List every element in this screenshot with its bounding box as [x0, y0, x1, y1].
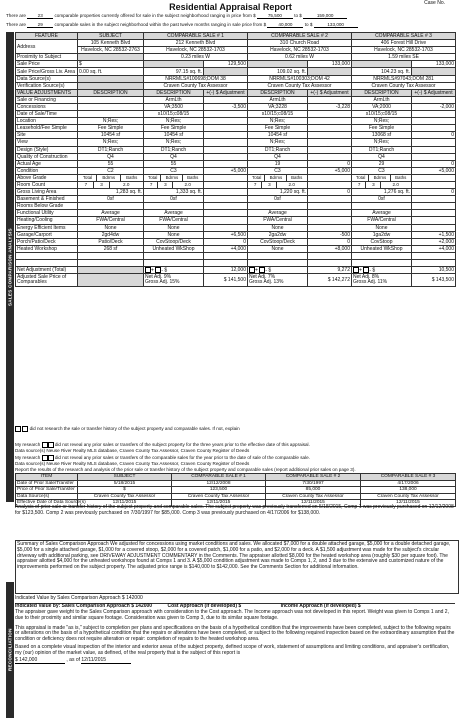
- feature-label: Site: [17, 132, 26, 139]
- sales-comparison-grid: FEATURE SUBJECT COMPARABLE SALE # 1 COMPARABLE SALE # 2 COMPARABLE SALE # 3 Address 105 Kenneth Blvd 212 Kenneth Blvd 310 Church Road 406 Forest Hill Drive Havelock, NC 28532-2763 Havelock, NC 28532-1703 Havelock, NC 28532-1703 Havelock, NC 28532-1703 Proximity to Subject 0.23 miles W 0.62 miles W 1.59 miles SE Sale Price $ 129,500 133,000 133,000 Sale Price/Gross Liv. Area 0.00 sq. ft. 97.15 sq. ft. 109.02 sq. ft. 104.23 sq. ft. Data Source(s) NRRMLS#100698;DOM 38 NRRMLS#100303;DOM 42 NRRMLS#97043;DOM 281 Verification Source(s) Craven County Tax Assessor Craven County Tax Assessor Craven County Tax Assessor VALUE ADJUSTMENTS DESCRIPTION DESCRIPTION +(-) $ Adjustment DESCRIPTION +(-) $ Adjustment DESCRIPTION +(-) $ Adjustment Sale or Financing ArmLth ArmLth ArmLth Concessions VA;3500 -3,500 VA;3228 -3,228 VA;2000 -2,000 Date of Sale/Time s10/15;c08/15 s10/15;c08/15 s10/15;c08/15 Location N;Res; N;Res; N;Res; N;Res; Leasehold/Fee Simple Fee Simple Fee Simple Fee Simple Fee Simple Site 10454 sf 10454 sf 10454 sf 13068 sf 0 View N;Res; N;Res; N;Res; N;Res; Design (Style) DT1;Ranch DT1;Ranch DT1;Ranch DT1;Ranch Quality of Construction Q4 Q4 Q4 Q4 Actual Age 55 55 19 0 29 0 Condition C2 C3 +5,000 C3 +5,000 C3 +5,000 Above Grade Total Bdrms Baths Total Bdrms Baths Total Bdrms Baths Total Bdrms Baths Room Count 7 3 2.0 7 3 2.0 7 3 2.0 7 3 2.0 Gross Living Area 1,283 sq. ft. 1,333 sq. ft. 1,220 sq. ft. 0 1,276 sq. ft. 0 Basement & Finished 0sf 0sf 0sf 0sf Rooms Below Grade Functional Utility Average Average Average Average Heating/Cooling FWA/Central FWA/Central FWA/Central FWA/Central Energy Efficient Items None None None None Garage/Carport 2gd4dw None +6,500 2ga2dw -500 1ga2dw +1,500 Porch/Patio/Deck Patio/Deck CovStoop/Deck 0 CovStoop/Deck 0 CovStoop +2,000 Heated Workshop 268 sf Unheated WkShop +4,000 None +8,000 Unheated WkShop +4,000 Net Adjustment (Total) + - $ 12,000 + - $ 9,272 + - $ 10,500 Adjusted Sale Price of Comparables Net Adj. 9% Gross Adj. 15% $ 141,500 Net Adj. 7% Gross Adj. 13% $ 142,272 Net Adj. 8% Gross Adj. 11% $ 143,500: [17, 33, 454, 286]
- net-adjustment-label: Net Adjustment (Total): [17, 267, 67, 274]
- sales-comparison-section-label: SALES COMPARISON ANALYSIS: [6, 32, 14, 502]
- comp2-data-source: NRRMLS#100303;DOM 42: [269, 75, 330, 82]
- feature-label: View: [17, 139, 28, 146]
- c1-net-adj-pct: Net Adj. 9%: [145, 273, 172, 280]
- subject-value: C2: [107, 167, 114, 174]
- research-comps-text: did not reveal any prior sales or transfers of the comparable sales for the year prior to the date of sale of the comparable sale.: [54, 454, 310, 460]
- comp1-adjustment: +5,000: [230, 167, 246, 174]
- subject-value: DT1;Ranch: [97, 146, 124, 153]
- feature-row: [16, 260, 456, 267]
- comp3-net-adjustment: 10,500: [438, 267, 454, 274]
- subject-gla: 1,283: [115, 189, 129, 196]
- feature-row: [16, 153, 456, 160]
- prior-cell: $: [123, 487, 126, 493]
- offered-summary-line: There are 23 comparable properties currently offered for sale in the subject neighborhood ranging in price from $ 75,500 to $ 159,000: [6, 13, 455, 19]
- subject-value: 55: [107, 160, 114, 167]
- comp3-adjustment: 0: [451, 132, 454, 139]
- gla-unit: sq. ft.: [397, 189, 410, 196]
- prior-col-3: COMPARABLE SALE # 2: [285, 474, 341, 480]
- prior-cell: 12/11/2015: [301, 500, 325, 506]
- offered-from: 75,500: [257, 13, 293, 19]
- comp2-value: Q4: [274, 153, 281, 160]
- prior-col-4: COMPARABLE SALE # 3: [380, 474, 436, 480]
- gla-unit: sq. ft.: [189, 189, 202, 196]
- prior-cell: Price of Prior Sale/Transfer: [17, 487, 75, 493]
- feature-label: Heating/Cooling: [17, 217, 53, 224]
- ppsf-unit: sq. ft.: [397, 68, 410, 75]
- comp2-gla-adjustment: 0: [347, 189, 350, 196]
- comp1-value: Fee Simple: [160, 125, 187, 132]
- comp2-adjustment: +8,000: [334, 245, 350, 252]
- comp2-value: None: [271, 224, 284, 231]
- reconciliation-section-label: RECONCILIATION: [6, 582, 14, 718]
- room-head-baths: Baths: [187, 174, 199, 180]
- feature-row: [16, 252, 456, 259]
- value-adjustments-label: VALUE ADJUSTMENTS: [17, 89, 72, 96]
- comp1-net-adjustment: 12,000: [230, 267, 246, 274]
- comp2-value: N;Res;: [269, 139, 286, 146]
- above-grade-label: Above Grade: [17, 174, 47, 181]
- data-sources-label: Data Source(s): [17, 75, 51, 82]
- comp2-verification: Craven County Tax Assessor: [267, 82, 332, 89]
- comp1-address-2: Havelock, NC 28532-1703: [166, 47, 225, 54]
- feature-label: Heated Workshop: [17, 245, 57, 252]
- feature-row: [16, 167, 456, 174]
- feature-row: [16, 224, 456, 231]
- subject-value: Patio/Deck: [98, 238, 123, 245]
- room-head-baths: Baths: [126, 174, 138, 180]
- prior-cell: 12/11/2015: [396, 500, 420, 506]
- address-label: Address: [17, 43, 36, 50]
- room-head-total: Total: [148, 174, 158, 180]
- subject-value: 10454 sf: [100, 132, 121, 139]
- comp1-sale-price: 129,500: [227, 61, 246, 68]
- subject-description-head: DESCRIPTION: [93, 89, 128, 96]
- comp2-value: Fee Simple: [264, 125, 291, 132]
- research-source-2: Data source(s) Neuse River Realty MLS database, Craven County Tax Assessor, Craven County Register of Deeds: [15, 461, 250, 467]
- comp3-rooms-bdrms: 3: [372, 182, 375, 188]
- feature-label: Porch/Patio/Deck: [17, 238, 56, 245]
- comp1-description-head: DESCRIPTION: [156, 89, 191, 96]
- comp1-address-1: 212 Kenneth Blvd: [175, 40, 216, 47]
- comp1-value: DT1;Ranch: [160, 146, 187, 153]
- subject-value: N;Res;: [102, 139, 119, 146]
- comp1-adjustment: -3,500: [231, 103, 246, 110]
- comp2-value: N;Res;: [269, 118, 286, 125]
- comp1-proximity: 0.23 miles W: [181, 54, 210, 61]
- comp1-value: N;Res;: [165, 118, 182, 125]
- comp3-value: Unheated WkShop: [360, 245, 403, 252]
- feature-label: Energy Efficient Items: [17, 224, 66, 231]
- comp2-rooms-baths: 2.0: [288, 182, 295, 188]
- comp1-value: CovStoop/Deck: [156, 238, 191, 245]
- feature-row: [16, 118, 456, 125]
- feature-label: Rooms Below Grade: [17, 203, 64, 210]
- comp1-value: C3: [170, 167, 177, 174]
- comp2-adjustment-head: +(-) $ Adjustment: [310, 89, 349, 96]
- sales-to: 133,000: [314, 22, 358, 28]
- prior-cell: 85,000: [305, 487, 321, 493]
- feature-row: [16, 96, 456, 103]
- room-head-total: Total: [82, 174, 93, 180]
- ppsf-label: Sale Price/Gross Liv. Area: [17, 68, 75, 75]
- feature-row: [16, 196, 456, 203]
- comp3-value: Q4: [378, 153, 385, 160]
- feature-row: [16, 125, 456, 132]
- comp1-value: Q4: [170, 153, 177, 160]
- comp2-value: None: [271, 245, 284, 252]
- prior-sales-table: [15, 473, 456, 507]
- comp2-value: 10454 sf: [267, 132, 288, 139]
- comp3-gla: 1,276: [383, 189, 397, 196]
- income-approach-label: Income Approach (if developed) $: [280, 602, 361, 609]
- prior-cell: 4/17/2006: [397, 480, 419, 486]
- prior-cell: 123,500: [209, 487, 228, 493]
- final-value: $ 142,000: [15, 658, 65, 665]
- prior-cell: Effective Date of Data Source(s): [17, 500, 86, 506]
- comp3-adjustment: +4,000: [438, 245, 454, 252]
- feature-row: [16, 139, 456, 146]
- subject-rooms-total: 7: [84, 182, 88, 188]
- comp1-value: 0sf: [170, 196, 177, 203]
- col-comp2: COMPARABLE SALE # 2: [271, 33, 328, 40]
- comp3-ppsf: 104.23: [381, 68, 397, 75]
- subject-value: 2gd4dw: [101, 231, 120, 238]
- comp3-value: None: [375, 224, 388, 231]
- offered-count: 23: [27, 13, 53, 19]
- comp2-rooms-total: 7: [253, 182, 257, 188]
- comp1-value: ArmLth: [165, 96, 182, 103]
- comp2-value: 19: [274, 160, 281, 167]
- comp3-value: 1ga2dw: [372, 231, 391, 238]
- comp2-value: s10/15;c08/15: [261, 111, 294, 118]
- comp1-value: None: [167, 224, 180, 231]
- comp2-address-1: 310 Church Road: [279, 40, 320, 47]
- prior-cell: Craven County Tax Assessor: [282, 493, 344, 499]
- comp1-rooms-bdrms: 3: [164, 182, 167, 188]
- comp1-adjusted-price: 141,500: [227, 277, 246, 284]
- feature-row: [16, 160, 456, 167]
- comp3-adjustment: +2,000: [438, 238, 454, 245]
- comp2-value: Average: [268, 210, 287, 217]
- comp3-value: DT1;Ranch: [368, 146, 395, 153]
- comp3-value: FWA/Central: [367, 217, 396, 224]
- comp2-value: FWA/Central: [263, 217, 292, 224]
- subject-ppsf: 0.00: [79, 68, 89, 75]
- comp1-adjustment: +4,000: [230, 245, 246, 252]
- feature-row: [16, 210, 456, 217]
- feature-label: Location: [17, 118, 36, 125]
- report-title: Residential Appraisal Report: [169, 2, 292, 12]
- sale-price-label: Sale Price: [17, 61, 40, 68]
- feature-row: [16, 132, 456, 139]
- prior-cell: 12/12/2008: [206, 480, 231, 486]
- feature-row: [16, 103, 456, 110]
- comp1-ppsf: 97.15: [175, 68, 189, 75]
- comp2-net-adjustment: 9,272: [337, 267, 350, 274]
- comp1-adjustment: +6,500: [230, 231, 246, 238]
- comp1-value: s10/15;c08/15: [157, 111, 190, 118]
- comp3-value: Fee Simple: [368, 125, 395, 132]
- subject-address-1: 105 Kenneth Blvd: [90, 40, 131, 47]
- comp1-verification: Craven County Tax Assessor: [163, 82, 228, 89]
- ppsf-unit: sq. ft.: [189, 68, 202, 75]
- comp1-gla: 1,333: [175, 189, 189, 196]
- subject-address-2: Havelock, NC 28532-2763: [81, 47, 140, 54]
- comp3-rooms-total: 7: [357, 182, 361, 188]
- feature-row: [16, 203, 456, 210]
- comp2-ppsf: 109.02: [277, 68, 293, 75]
- comp3-data-source: NRRMLS#97043;DOM 281: [373, 75, 434, 82]
- comp3-address-2: Havelock, NC 28532-1703: [374, 47, 433, 54]
- c1-gross-adj-pct: Gross Adj. 15%: [145, 279, 180, 286]
- prior-col-1: SUBJECT: [113, 474, 136, 480]
- comp2-adjustment: -500: [339, 231, 350, 238]
- comp3-value: ArmLth: [373, 96, 390, 103]
- reconciliation-block: Indicated Value by Sales Comparison Approach $ 142000 Indicated Value by: Sales Comparison Approach $ 142000 Cost Approach (if developed) $ Income Approach (if developed) $ The appraiser gave weight to the Sales Comparison approach with consideration to the Cost approach. The Income approach was not developed in this report. Weight was given to Comps 1 and 2, due to their proximity and similar square footage. Consideration was given to Comp 3, due to its similar square footage. This appraisal is made "as is," subject to completion per plans and specifications on the basis of a hypothetical condition that the improvements have been completed, subject to the following repairs or alterations on the basis of a hypothetical condition that the repairs or alterations have been completed, or subject to the following required inspection based on the extraordinary assumption that the condition or deficiency does not require alteration or repair: completion of repairs to the heated workshop area. Based on a complete visual inspection of the interior and exterior areas of the subject property, defined scope of work, statement of assumptions and limiting conditions, and appraiser's certification, my (our) opinion of the market value, as defined, of the real property that is the subject of this report is $ 142,000 , as of 12/11/2015: [15, 595, 455, 663]
- comp1-value: FWA/Central: [159, 217, 188, 224]
- subject-rooms-bdrms: 3: [100, 182, 103, 188]
- subject-value: 0sf: [107, 196, 114, 203]
- comp3-value: C3: [378, 167, 385, 174]
- subject-value: 268 sf: [103, 245, 118, 252]
- subject-value: N;Res;: [102, 118, 119, 125]
- feature-label: Date of Sale/Time: [17, 111, 57, 118]
- comp3-value: CovStoop: [370, 238, 393, 245]
- subject-value: FWA/Central: [96, 217, 125, 224]
- comp2-gla: 1,220: [279, 189, 293, 196]
- comp2-adjustment: -3,228: [335, 103, 350, 110]
- subject-value: Q4: [107, 153, 114, 160]
- comp2-value: 2ga2dw: [268, 231, 287, 238]
- comp3-value: VA;2000: [372, 103, 391, 110]
- feature-label: Design (Style): [17, 146, 49, 153]
- c2-net-adj-pct: Net Adj. 7%: [249, 273, 276, 280]
- ppsf-unit: sq. ft.: [293, 68, 306, 75]
- col-feature: FEATURE: [35, 33, 58, 40]
- comp3-value: 0sf: [378, 196, 385, 203]
- verification-label: Verification Source(s): [17, 82, 65, 89]
- prior-analysis: Analysis of prior sale or transfer history of the subject property and comparable sales. The subject property was previously transferred on 5/18/2015, Comp 1 was previously purchased on 12/12/2008 for $123,500. Comp 2 was previously purchased on 7/30/1997 for $85,000. Comp 3 was previously purchased on 4/17/2006 for $138,000.: [15, 504, 454, 516]
- c2-gross-adj-pct: Gross Adj. 13%: [249, 279, 284, 286]
- comp3-description-head: DESCRIPTION: [364, 89, 399, 96]
- col-comp3: COMPARABLE SALE # 3: [375, 33, 432, 40]
- feature-label: Actual Age: [17, 160, 41, 167]
- room-count-label: Room Count: [17, 182, 46, 189]
- comp1-rooms-baths: 2.0: [184, 182, 191, 188]
- comp2-rooms-bdrms: 3: [268, 182, 271, 188]
- feature-label: Functional Utility: [17, 210, 54, 217]
- subject-value: Fee Simple: [97, 125, 124, 132]
- subject-value: Average: [101, 210, 120, 217]
- comp2-adjustment: 0: [347, 238, 350, 245]
- adjusted-sale-price-label: Adjusted Sale Price of Comparables: [17, 273, 67, 286]
- comp2-adjustment: 0: [347, 160, 350, 167]
- research-subject-text: did not reveal any prior sales or transfers of the subject property for the three years prior to the effective date of this appraisal.: [54, 442, 310, 448]
- comp1-data-source: NRRMLS#100698;DOM 38: [165, 75, 226, 82]
- room-head-bdrms: Bdrms: [102, 174, 116, 180]
- feature-row: [16, 231, 456, 238]
- prior-cell: 5/18/2015: [113, 480, 136, 486]
- prior-cell: Data Source(s): [17, 493, 50, 499]
- comp1-rooms-total: 7: [149, 182, 153, 188]
- feature-label: Condition: [17, 167, 39, 174]
- cost-approach-label: Cost Approach (if developed) $: [167, 602, 242, 609]
- appraisal-page: [6, 0, 455, 718]
- gla-unit: sq. ft.: [293, 189, 306, 196]
- prior-cell: 7/30/1997: [302, 480, 324, 486]
- comp2-value: DT1;Ranch: [264, 146, 291, 153]
- comp1-value: 10454 sf: [163, 132, 184, 139]
- col-comp1: COMPARABLE SALE # 1: [167, 33, 224, 40]
- feature-label: Basement & Finished: [17, 196, 65, 203]
- case-number-label: Case No.: [424, 0, 445, 6]
- prior-cell: 138,000: [399, 487, 417, 493]
- offered-to: 159,000: [303, 13, 347, 19]
- comp3-value: s10/15;c08/15: [365, 111, 398, 118]
- subject-value: None: [104, 224, 117, 231]
- comp2-sale-price: 133,000: [331, 61, 350, 68]
- comp3-adjustment: +5,000: [438, 167, 454, 174]
- comp3-value: N;Res;: [373, 118, 390, 125]
- comp3-value: 29: [378, 160, 385, 167]
- comp2-adjusted-price: 142,272: [331, 277, 350, 284]
- prior-col-2: COMPARABLE SALE # 1: [191, 474, 246, 480]
- room-head-bdrms: Bdrms: [165, 174, 179, 180]
- research-source-1: Data source(s) Neuse River Realty MLS database, Craven County Tax Assessor, Craven County Register of Deeds: [15, 448, 250, 454]
- comp1-value: Average: [164, 210, 183, 217]
- summary-label: Summary of Sales Comparison Approach: [17, 541, 109, 547]
- comp2-adjustment: +5,000: [334, 167, 350, 174]
- feature-label: Quality of Construction: [17, 153, 68, 160]
- room-head-bdrms: Bdrms: [269, 174, 283, 180]
- comp2-value: ArmLth: [269, 96, 286, 103]
- comp3-adjustment-head: +(-) $ Adjustment: [414, 89, 453, 96]
- feature-row: [16, 245, 456, 252]
- comp2-description-head: DESCRIPTION: [260, 89, 295, 96]
- ppsf-unit: sq. ft.: [90, 68, 103, 75]
- reconciliation-narrative: The appraiser gave weight to the Sales Comparison approach with consideration to the Cost approach. The Income approach was not developed in this report. Weight was given to Comps 1 and 2, due to their proximity and similar square footage. Consideration was given to Comp 3, due to its similar square footage.: [15, 609, 449, 621]
- indicated-sales-value-2: 142000: [135, 602, 153, 609]
- comp3-adjustment: 0: [451, 160, 454, 167]
- comp2-proximity: 0.62 miles W: [285, 54, 314, 61]
- comp1-value: Unheated WkShop: [152, 245, 195, 252]
- comp2-value: CovStoop/Deck: [260, 238, 295, 245]
- comp3-address-1: 406 Forest Hill Drive: [380, 40, 427, 47]
- comp1-value: N;Res;: [165, 139, 182, 146]
- sales-count: 29: [27, 22, 53, 28]
- effective-date: 12/11/2015: [81, 658, 131, 665]
- comp3-value: 13068 sf: [371, 132, 392, 139]
- appraisal-made-line: This appraisal is made "as is," subject to completion per plans and specifications on the basis of a hypothetical condition that the improvements have been completed, subject to the following repairs or alterations on the basis of a hypothetical condition that the repairs or alterations have been completed, or subject to the following required inspection based on the extraordinary assumption that the condition or deficiency does not require alteration or repair: completion of repairs to the heated workshop area.: [15, 624, 455, 643]
- room-head-total: Total: [356, 174, 366, 180]
- comp3-proximity: 1.59 miles SE: [388, 54, 419, 61]
- feature-label: Garage/Carport: [17, 231, 52, 238]
- feature-row: [16, 238, 456, 245]
- room-head-baths: Baths: [395, 174, 407, 180]
- prior-cell: Craven County Tax Assessor: [187, 493, 250, 499]
- room-head-total: Total: [252, 174, 262, 180]
- summary-text: We adjusted for concessions using market conditions and sales. We allocated $7,000 for a double attached garage, $5,000 for a double detached garage, $5,000 for a single attached garage, $1,000 for a covered stoop, $2,000 for a covered patch, $1,000 for a patio, and $2,000 for a deck. A $1,500 adjustment was made for the subject's circular driveway with additional parking, see DRIVEWAY ADJUSTMENT COMMENTARY in the Comments. The appraiser allotted $8,000 for the heated workshop area (roughly $30 per square foot). The appraiser allotted $4,000 for the unheated workshops found at Comps 1 and 3. A $5,000 condition adjustment was made to Comps 1, 2, and 3 due to the extensive and customized nature of the improvements performed on the subject property. The adjusted price range is $140,000 to $142,000. See the Comments Section for additional information.: [17, 541, 451, 571]
- comp1-value: 55: [170, 160, 177, 167]
- c3-gross-adj-pct: Gross Adj. 11%: [353, 279, 388, 286]
- comp3-adjustment: -2,000: [439, 103, 454, 110]
- comp1-adjustment: 0: [243, 238, 246, 245]
- prior-cell: Date of Prior Sale/Transfer: [17, 480, 74, 486]
- comp2-value: C3: [274, 167, 281, 174]
- gla-label: Gross Living Area: [17, 189, 57, 196]
- comp1-adjustment-head: +(-) $ Adjustment: [206, 89, 245, 96]
- prior-cell: Craven County Tax Assessor: [377, 493, 439, 499]
- research-line-1: did not research the sale or transfer history of the subject property and comparable sales. If not, explain: [15, 426, 455, 432]
- feature-row: [16, 146, 456, 153]
- comp1-value: None: [167, 231, 180, 238]
- prior-col-0: ITEM: [40, 474, 53, 480]
- comp3-verification: Craven County Tax Assessor: [371, 82, 436, 89]
- room-head-bdrms: Bdrms: [373, 174, 387, 180]
- feature-label: Sale or Financing: [17, 96, 56, 103]
- comp3-adjustment: +1,500: [438, 231, 454, 238]
- feature-row: [16, 111, 456, 118]
- comp3-adjusted-price: 143,500: [435, 277, 454, 284]
- feature-row: [16, 217, 456, 224]
- research-details: My research did not reveal any prior sales or transfers of the subject property for the three years prior to the effective date of this appraisal. Data source(s) Neuse River Realty MLS database, Craven County Tax Assessor, Craven County Register of Deeds My research did not reveal any prior sales or transfers of the comparable sales for the year prior to the date of sale of the comparable sale. Data source(s) Neuse River Realty MLS database, Craven County Tax Assessor, Craven County Register of Deeds Report the results of the research and analysis of the prior sale or transfer history of the subject property and comparable sales (report additional prior sales on page 3).: [15, 430, 455, 473]
- indicated-sales-value: 142000: [126, 595, 143, 601]
- comp2-value: VA;3228: [268, 103, 287, 110]
- c3-net-adj-pct: Net Adj. 8%: [353, 273, 380, 280]
- sales-summary-line: There are 29 comparable sales in the subject neighborhood within the past twelve months ranging in sale price from $ 40,000 to $ 133,000: [6, 22, 455, 28]
- room-head-baths: Baths: [291, 174, 303, 180]
- proximity-label: Proximity to Subject: [17, 54, 62, 61]
- sales-from: 40,000: [267, 22, 303, 28]
- indicated-values-line: Indicated Value by: Sales Comparison Approach $ 142000 Cost Approach (if developed) $ Income Approach (if developed) $: [15, 603, 455, 610]
- comp3-rooms-baths: 2.0: [392, 182, 399, 188]
- feature-label: Leasehold/Fee Simple: [17, 125, 67, 132]
- comp2-value: 0sf: [274, 196, 281, 203]
- gla-unit: sq. ft.: [129, 189, 142, 196]
- prior-cell: 12/11/2015: [206, 500, 231, 506]
- feature-label: Concessions: [17, 103, 46, 110]
- comp1-value: VA;3500: [164, 103, 183, 110]
- comp3-gla-adjustment: 0: [451, 189, 454, 196]
- prior-cell: Craven County Tax Assessor: [93, 493, 156, 499]
- comp3-value: Average: [372, 210, 391, 217]
- comp3-value: N;Res;: [373, 139, 390, 146]
- subject-rooms-baths: 2.0: [122, 182, 130, 188]
- research-report-line: Report the results of the research and analysis of the prior sale or transfer history of the subject property and comparable sales (report additional prior sales on page 3).: [15, 467, 356, 473]
- comp3-sale-price: 133,000: [435, 61, 454, 68]
- comp2-address-2: Havelock, NC 28532-1703: [270, 47, 329, 54]
- sales-summary-block: [15, 540, 459, 594]
- col-subject: SUBJECT: [99, 33, 122, 40]
- final-opinion-line: Based on a complete visual inspection of the interior and exterior areas of the subject property, defined scope of work, statement of assumptions and limiting conditions, and appraiser's certification, my (our) opinion of the market value, as defined, of the real property that is the subject of this report is: [15, 643, 450, 656]
- subject-sale-price: $: [79, 61, 82, 68]
- prior-cell: 12/11/2015: [112, 500, 137, 506]
